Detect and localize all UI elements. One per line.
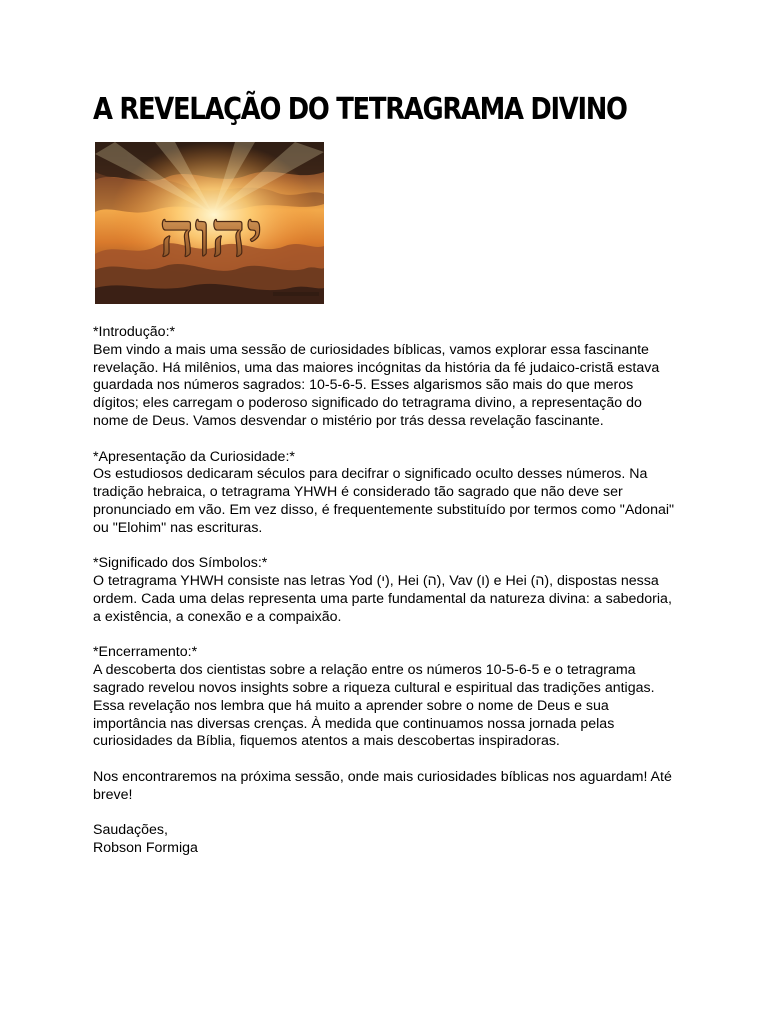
closing-paragraph: [93, 769, 683, 805]
paragraph-line: ou "Elohim" nas escrituras.: [93, 519, 263, 536]
paragraph-line: O tetragrama YHWH consiste nas letras Yod (י), Hei (ה), Vav (ו) e Hei (ה), dispostas nessa: [93, 573, 659, 590]
paragraph-line: pronunciado em vão. Em vez disso, é frequentemente substituído por termos como "Adonai": [93, 501, 675, 518]
paragraph-line: Os estudiosos dedicaram séculos para decifrar o significado oculto desses números. Na: [93, 466, 648, 483]
section-significado: [93, 555, 683, 626]
paragraph-line: nome de Deus. Vamos desvendar o mistério por trás dessa revelação fascinante.: [93, 412, 604, 429]
paragraph-line: importância nas diversas crenças. À medida que continuamos nossa jornada pelas: [93, 715, 615, 732]
paragraph-line: curiosidades da Bíblia, fiquemos atentos a mais descobertas inspiradoras.: [93, 733, 560, 750]
section-heading: *Encerramento:*: [93, 644, 198, 661]
tetragram-image: [95, 142, 324, 304]
paragraph-line: a existência, a conexão e a compaixão.: [93, 608, 342, 625]
section-heading: *Significado dos Símbolos:*: [93, 555, 268, 572]
paragraph-line: Essa revelação nos lembra que há muito a aprender sobre o nome de Deus e sua: [93, 697, 609, 714]
signature-name: Robson Formiga: [93, 840, 198, 857]
section-encerramento: [93, 644, 683, 751]
section-heading: *Apresentação da Curiosidade:*: [93, 448, 295, 465]
section-heading: *Introdução:*: [93, 324, 176, 340]
tetragram-glyphs: יהוה: [159, 198, 263, 271]
document-body: [93, 324, 683, 876]
paragraph-line: Nos encontraremos na próxima sessão, onde mais curiosidades bíblicas nos aguardam! Até: [93, 768, 672, 785]
paragraph-line: A descoberta dos cientistas sobre a relação entre os números 10-5-6-5 e o tetragrama: [93, 662, 636, 679]
document-title: A REVELAÇÃO DO TETRAGRAMA DIVINO: [93, 92, 627, 127]
signature-greeting: Saudações,: [93, 822, 168, 839]
paragraph-line: revelação. Há milênios, uma das maiores incógnitas da história da fé judaico-cristã estava: [93, 359, 660, 376]
paragraph-line: tradição hebraica, o tetragrama YHWH é considerado tão sagrado que não deve ser: [93, 484, 623, 501]
paragraph-line: Bem vindo a mais uma sessão de curiosidades bíblicas, vamos explorar essa fascinante: [93, 341, 649, 358]
paragraph-line: sagrado revelou novos insights sobre a riqueza cultural e espiritual das tradições antigas.: [93, 679, 655, 696]
signature-block: [93, 822, 683, 858]
section-apresentacao: [93, 449, 683, 538]
tetragram-illustration: [95, 142, 324, 304]
paragraph-line: dígitos; eles carregam o poderoso significado do tetragrama divino, a representação do: [93, 395, 642, 412]
paragraph-line: guardada nos números sagrados: 10-5-6-5. Esses algarismos são mais do que meros: [93, 377, 634, 394]
section-introducao: [93, 324, 683, 431]
paragraph-line: ordem. Cada uma delas representa uma parte fundamental da natureza divina: a sabedoria,: [93, 590, 672, 607]
paragraph-line: breve!: [93, 786, 133, 803]
